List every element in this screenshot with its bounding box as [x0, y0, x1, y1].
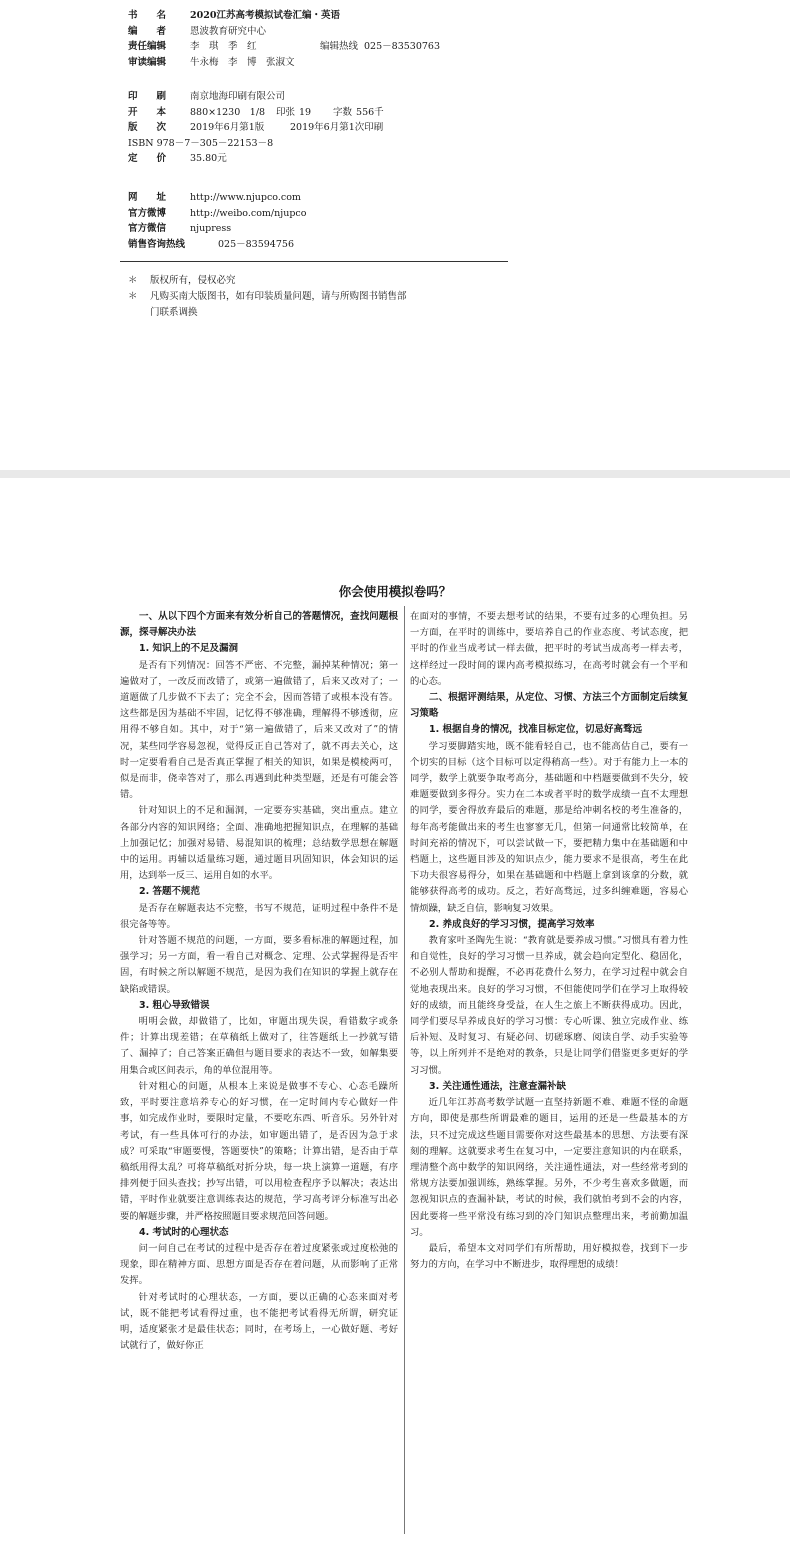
paragraph: 针对粗心的问题，从根本上来说是做事不专心、心态毛躁所致，平时要注意培养专心的好习惯，在一定时间内专心做好一件事，如完成作业时，要限时定量，不要吃东西、听音乐。另外针对考试，有一些具体可行的办法，如审题出错了，是否因为急于求成？可采取“审题要慢，答题要快”的策略；计算出错，是否由于草稿纸用得太乱？可将草稿纸对折分块，每一块上演算一道题，有序排列便于回头查找；抄写出错，可以用检查程序予以解决；表达出错，平时作业就要注意训练表达的规范，学习高考评分标准写出必要的解题步骤，并严格按照题目要求规范回答问题。	[120, 1080, 398, 1222]
website-row	[128, 190, 306, 206]
review-editor-label: 审读编辑	[128, 56, 167, 68]
subheading-general-methods: 3. 关注通性通法，注意查漏补缺	[429, 1080, 567, 1092]
weibo-row	[128, 206, 306, 222]
editor-label: 编 者	[128, 25, 167, 37]
subheading-nonstandard-answers: 2. 答题不规范	[139, 886, 201, 898]
defect-text: 凡购买南大版图书，如有印装质量问题，请与所购图书销售部门联系调换	[150, 291, 407, 318]
paragraph: 针对知识上的不足和漏洞，一定要夯实基础，突出重点。建立各部分内容的知识网络；全面、准确地把握知识点，在理解的基础上加强记忆；加强对易错、易混知识的梳理；总结数学思想在解题中的运用。再辅以适量练习题，通过题目巩固知识，体会知识的运用，达到举一反三、运用自如的水平。	[120, 805, 398, 882]
wechat-id: njupress	[190, 223, 232, 234]
subheading-study-habits: 2. 养成良好的学习习惯，提高学习效率	[429, 918, 595, 930]
weibo-url: http://weibo.com/njupco	[190, 207, 307, 219]
edition-row	[128, 120, 384, 136]
format-label: 开 本	[128, 106, 167, 118]
sheets-label: 印张	[276, 106, 296, 118]
paragraph: 针对答题不规范的问题，一方面，要多看标准的解题过程，加强学习；另一方面，看一看自己对概念、定理、公式掌握得是否牢固，有时候之所以解题不规范，是因为我们在知识的掌握上就存在缺陷或错误。	[120, 935, 398, 995]
print-info-block	[128, 89, 384, 167]
wechat-row	[128, 221, 306, 237]
editor-hotline-label: 编辑热线	[320, 41, 359, 52]
paragraph: 明明会做，却做错了，比如，审题出现失误，看错数字或条件；计算出现差错；在草稿纸上做对了，往答题纸上一抄就写错了、漏掉了；自己答案正确但与题目要求的表达不一致，如解集要用集合或区间表示，角的单位混用等。	[120, 1016, 398, 1076]
column-divider	[404, 606, 405, 1534]
paragraph: 学习要脚踏实地，既不能看轻自己，也不能高估自己，要有一个切实的目标（这个目标可以定得稍高一些）。对于有能力上一本的同学，数学上就要争取考高分，基础题和中档题要做到不失分，较难题要做到多得分。实力在二本或者平时的数学成绩一直不太理想的同学，要舍得放弃最后的难题，那是给冲刺名校的考生准备的，每年高考能做出来的考生也寥寥无几，但第一问通常比较简单，在时间充裕的情况下，可以尝试做一下，要把精力集中在基础题和中档题上，这些题目涉及的知识点少，能力要求不是很高，考生在此下功夫很容易得分，如果在基础题和中档题上拿到该拿的分数，就能够获得高考的成功。反之，若好高骛远，过多纠缠难题，容易心情烦躁，缺乏自信，影响复习效果。	[410, 740, 688, 914]
subheading-goal-setting: 1. 根据自身的情况，找准目标定位，切忌好高骛远	[429, 724, 643, 736]
sales-hotline-label: 销售咨询热线	[128, 238, 186, 250]
paragraph: 针对考试时的心理状态，一方面，要以正确的心态来面对考试，既不能把考试看得过重，也不能把考试看得无所谓，研究证明，适度紧张才是最佳状态；同时，在考场上，一心做好题、考好试就行了，做好你正	[120, 1291, 398, 1352]
paragraph: 问一问自己在考试的过程中是否存在着过度紧张或过度松弛的现象，即在精神方面、思想方面是否存在着问题，从而影响了正常发挥。	[120, 1242, 398, 1287]
weibo-label: 官方微博	[128, 207, 167, 219]
isbn-row	[128, 136, 384, 152]
left-column	[120, 609, 398, 1354]
editor-value: 恩波教育研究中心	[190, 25, 267, 37]
edition-label: 版 次	[128, 122, 167, 133]
book-title-row	[128, 8, 440, 24]
book-title: 2020江苏高考模拟试卷汇编・英语	[190, 10, 340, 21]
words-value: 556千	[356, 106, 384, 118]
review-editor-names: 牛永梅 李 博 张淑文	[190, 56, 295, 68]
isbn-value: ISBN 978－7－305－22153－8	[128, 137, 274, 149]
edition-value: 2019年6月第1版	[190, 122, 265, 133]
paragraph: 教育家叶圣陶先生说：“教育就是要养成习惯。”习惯具有着力性和自觉性，良好的学习习惯一旦养成，就会趋向定型化、稳固化，不必别人帮助和提醒，不必再花费什么努力，在学习过程中就会自觉地表现出来。良好的学习习惯，不但能使同学们在学习上取得较好的成绩，而且能终身受益，在人生之旅上不断获得成功。因此，同学们要尽早养成良好的学习习惯：专心听课、独立完成作业、练后补短、及时复习、有疑必问、切磋琢磨、阅读自学、动手实验等等，以上所列并不是绝对的教条，只是让同学们借鉴更多更好的学习习惯。	[410, 935, 688, 1076]
separator-rule	[120, 261, 508, 262]
price-value: 35.80元	[190, 153, 227, 164]
editor-hotline: 025－83530763	[364, 41, 441, 52]
copyright-text: 版权所有，侵权必究	[150, 275, 236, 286]
printing-value: 2019年6月第1次印刷	[290, 122, 384, 133]
paragraph: 近几年江苏高考数学试题一直坚持新题不难、难题不怪的命题方向，即使是那些所谓最难的题目，运用的还是一些最基本的方法，只不过完成这些题目需要你对这些最基本的思想、方法要有深刻的理解。这就要求考生在复习中，一定要注意知识的内在联系，理清整个高中数学的知识网络，关注通性通法，对一些经常考到的常规方法要加强训练，熟练掌握。另外，不少考生喜欢多做题，而忽视知识点的查漏补缺，考试的时候，我们就怕考到不会的内容，因此要将一些平常没有练习到的冷门知识点整理出来，考前勤加温习。	[410, 1097, 688, 1238]
article-title: 你会使用模拟卷吗？	[338, 584, 452, 599]
copyright-note	[128, 273, 450, 289]
contact-info-block	[128, 190, 306, 252]
asterisk-icon: ＊	[128, 291, 138, 302]
website-url: http://www.njupco.com	[190, 192, 301, 203]
sheets-value: 19	[299, 106, 312, 118]
subheading-knowledge-gaps: 1. 知识上的不足及漏洞	[139, 643, 239, 655]
book-info-block	[128, 8, 440, 70]
printer-value: 南京地海印刷有限公司	[190, 91, 286, 102]
price-label: 定 价	[128, 153, 167, 164]
website-label: 网 址	[128, 192, 167, 203]
price-row	[128, 151, 384, 167]
printer-row	[128, 89, 384, 105]
wechat-label: 官方微信	[128, 223, 167, 234]
right-column	[410, 609, 688, 1273]
paragraph: 是否有下列情况：回答不严密、不完整，漏掉某种情况；第一遍做对了，一改反而改错了，或第一遍做错了，后来又改对了；一道题做了几步做不下去了；完全不会，因而答错了或根本没有答。这些都是因为基础不牢固，记忆得不够准确，理解得不够透彻，应用得不够自如。其中，对于“第一遍做错了，后来又改对了”的情况，某些同学容易忽视，觉得反正自己答对了，就不再去关心，这时一定要看看自己是否真正掌握了相关的知识，如果是模棱两可，似是而非，侥幸答对了，那么再遇到此种类型题，还是有可能会答错。	[120, 659, 398, 801]
defect-note	[128, 289, 450, 321]
editor-row	[128, 24, 440, 40]
sales-hotline-row	[128, 237, 306, 253]
sales-hotline: 025－83594756	[218, 238, 294, 250]
section-heading-1: 一、从以下四个方面来有效分析自己的答题情况，查找问题根源，探寻解决办法	[120, 611, 398, 639]
subheading-exam-mindset: 4. 考试时的心理状态	[139, 1226, 229, 1238]
format-row	[128, 105, 384, 121]
responsible-editor-names: 李 琪 季 红	[190, 41, 257, 52]
paragraph: 最后，希望本文对同学们有所帮助，用好模拟卷，找到下一步努力的方向，在学习中不断进步，取得理想的成绩！	[410, 1242, 688, 1271]
responsible-editor-row	[128, 39, 440, 55]
review-editor-row	[128, 55, 440, 71]
copyright-page	[0, 0, 790, 470]
section-heading-2: 二、根据评测结果，从定位、习惯、方法三个方面制定后续复习策略	[410, 692, 688, 720]
responsible-editor-label: 责任编辑	[128, 41, 167, 52]
subheading-careless-errors: 3. 粗心导致错误	[139, 999, 210, 1011]
article-page	[0, 478, 790, 1546]
paragraph: 是否存在解题表达不完整，书写不规范，证明过程中条件不是很完备等等。	[120, 902, 398, 930]
printer-label: 印 刷	[128, 91, 167, 102]
format-value: 880×1230 1/8	[190, 106, 266, 118]
copyright-notes	[128, 273, 450, 321]
paragraph-continued: 在面对的事情，不要去想考试的结果，不要有过多的心理负担。另一方面，在平时的训练中，要培养自己的作业态度、考试态度，把平时的作业当成考试一样去做，把平时的考试当成高考一样去考，这样经过一段时间的课内高考模拟练习，在高考时就会有一个平和的心态。	[410, 611, 688, 687]
words-label: 字数	[333, 106, 353, 118]
book-title-label: 书 名	[128, 10, 167, 21]
asterisk-icon: ＊	[128, 275, 138, 286]
